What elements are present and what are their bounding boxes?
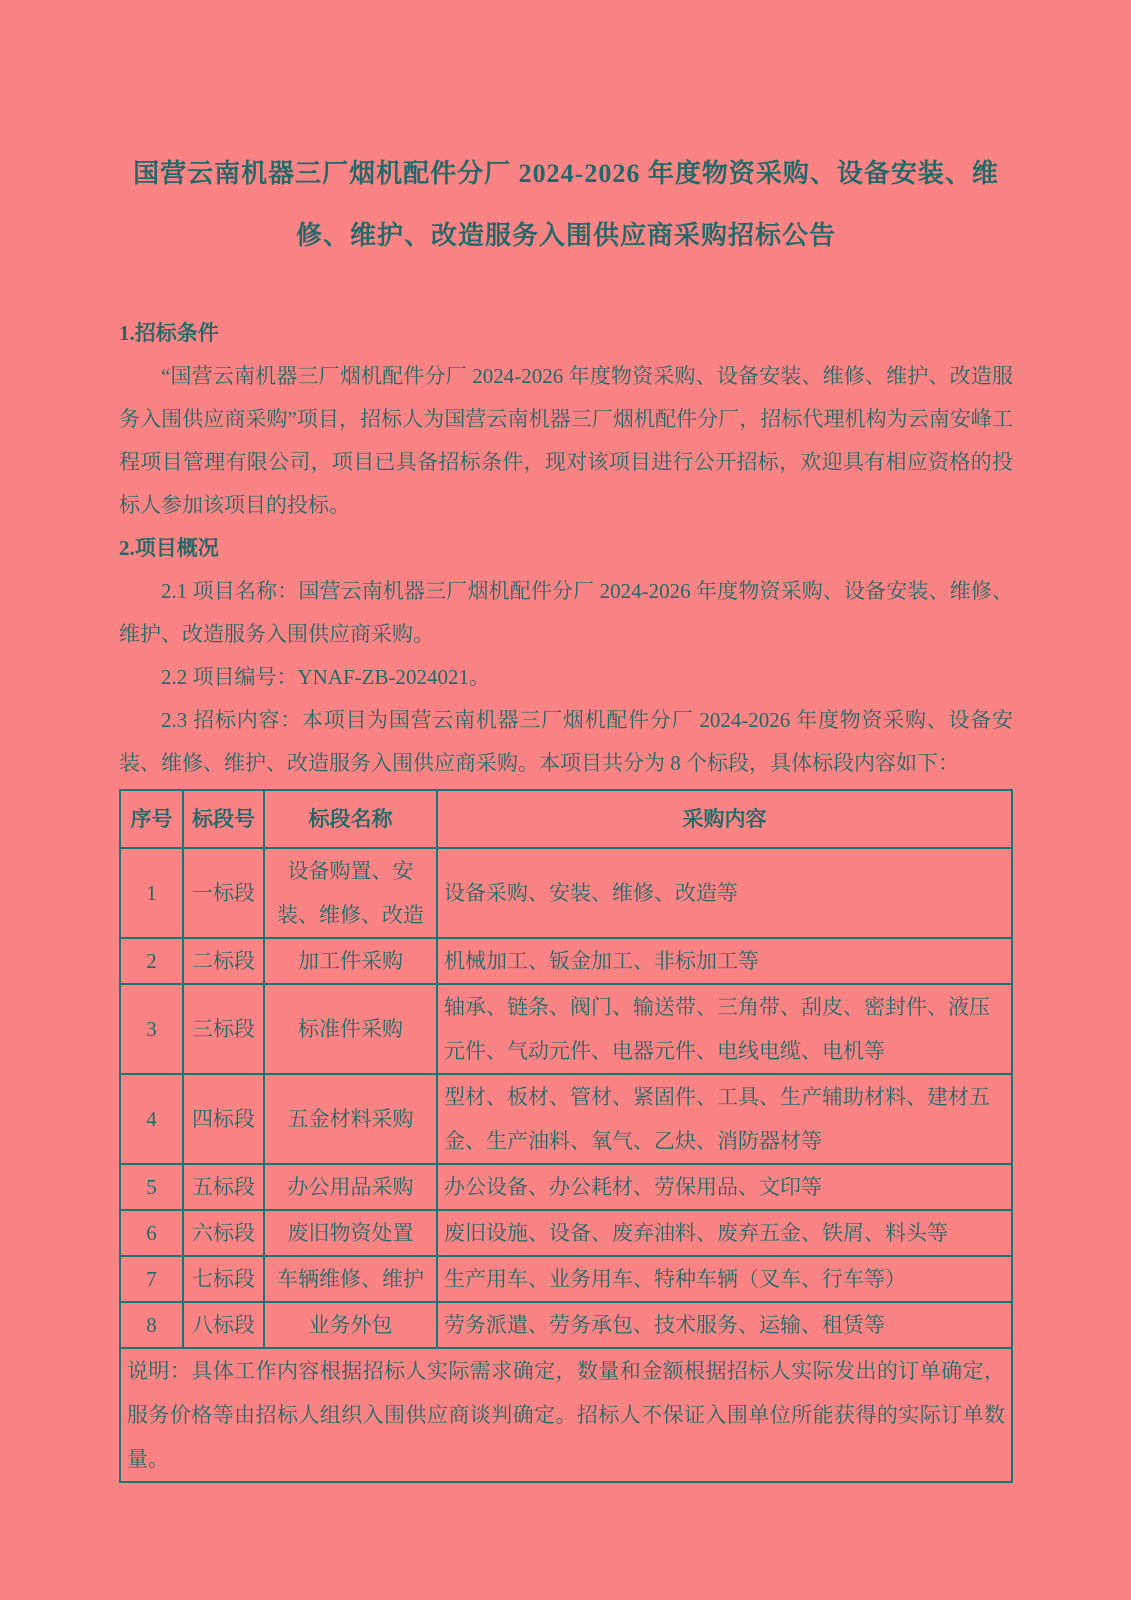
document-title-line1: 国营云南机器三厂烟机配件分厂 2024-2026 年度物资采购、设备安装、维 bbox=[133, 159, 999, 188]
col-header-content: 采购内容 bbox=[437, 790, 1012, 848]
table-row bbox=[120, 848, 1012, 938]
cell-content: 办公设备、办公耗材、劳保用品、文印等 bbox=[437, 1164, 1012, 1210]
table-note-row bbox=[120, 1348, 1012, 1482]
cell-lot: 五标段 bbox=[183, 1164, 264, 1210]
section-2-heading: 2.项目概况 bbox=[119, 536, 219, 560]
cell-seq: 5 bbox=[120, 1164, 183, 1210]
document-body bbox=[119, 312, 1013, 785]
cell-content: 机械加工、钣金加工、非标加工等 bbox=[437, 938, 1012, 984]
cell-lot: 七标段 bbox=[183, 1256, 264, 1302]
cell-content: 劳务派遣、劳务承包、技术服务、运输、租赁等 bbox=[437, 1302, 1012, 1348]
cell-seq: 2 bbox=[120, 938, 183, 984]
cell-content: 生产用车、业务用车、特种车辆（叉车、行车等） bbox=[437, 1256, 1012, 1302]
cell-name: 标准件采购 bbox=[264, 984, 437, 1074]
cell-seq: 7 bbox=[120, 1256, 183, 1302]
cell-name: 办公用品采购 bbox=[264, 1164, 437, 1210]
lots-table bbox=[119, 789, 1013, 1483]
cell-lot: 六标段 bbox=[183, 1210, 264, 1256]
section-2-paragraph-3: 2.3 招标内容：本项目为国营云南机器三厂烟机配件分厂 2024-2026 年度物资采购、设备安装、维修、维护、改造服务入围供应商采购。本项目共分为 8 个标段，具体标段内容如下： bbox=[119, 708, 1013, 775]
cell-lot: 二标段 bbox=[183, 938, 264, 984]
col-header-lot: 标段号 bbox=[183, 790, 264, 848]
cell-name: 车辆维修、维护 bbox=[264, 1256, 437, 1302]
section-1-heading: 1.招标条件 bbox=[119, 321, 219, 345]
cell-seq: 3 bbox=[120, 984, 183, 1074]
section-1-paragraph-1: “国营云南机器三厂烟机配件分厂 2024-2026 年度物资采购、设备安装、维修、维护、改造服务入围供应商采购”项目，招标人为国营云南机器三厂烟机配件分厂，招标代理机构为云南安峰工程项目管理有限公司，项目已具备招标条件，现对该项目进行公开招标，欢迎具有相应资格的投标人参加该项目的投标。 bbox=[119, 364, 1013, 517]
cell-lot: 八标段 bbox=[183, 1302, 264, 1348]
table-note: 说明：具体工作内容根据招标人实际需求确定，数量和金额根据招标人实际发出的订单确定，服务价格等由招标人组织入围供应商谈判确定。招标人不保证入围单位所能获得的实际订单数量。 bbox=[120, 1348, 1012, 1482]
cell-seq: 6 bbox=[120, 1210, 183, 1256]
section-2-paragraph-1: 2.1 项目名称：国营云南机器三厂烟机配件分厂 2024-2026 年度物资采购、设备安装、维修、维护、改造服务入围供应商采购。 bbox=[119, 579, 1013, 646]
cell-content: 废旧设施、设备、废弃油料、废弃五金、铁屑、料头等 bbox=[437, 1210, 1012, 1256]
table-row bbox=[120, 1164, 1012, 1210]
table-row bbox=[120, 938, 1012, 984]
col-header-seq: 序号 bbox=[120, 790, 183, 848]
cell-name: 五金材料采购 bbox=[264, 1074, 437, 1164]
table-header-row bbox=[120, 790, 1012, 848]
table-row bbox=[120, 984, 1012, 1074]
table-row bbox=[120, 1074, 1012, 1164]
cell-seq: 1 bbox=[120, 848, 183, 938]
cell-name: 设备购置、安装、维修、改造 bbox=[264, 848, 437, 938]
table-row bbox=[120, 1210, 1012, 1256]
table-row bbox=[120, 1302, 1012, 1348]
cell-name: 废旧物资处置 bbox=[264, 1210, 437, 1256]
cell-name: 业务外包 bbox=[264, 1302, 437, 1348]
cell-lot: 四标段 bbox=[183, 1074, 264, 1164]
document-title bbox=[119, 143, 1013, 267]
cell-name: 加工件采购 bbox=[264, 938, 437, 984]
table-row bbox=[120, 1256, 1012, 1302]
document-title-line2: 修、维护、改造服务入围供应商采购招标公告 bbox=[295, 221, 836, 250]
cell-seq: 8 bbox=[120, 1302, 183, 1348]
col-header-name: 标段名称 bbox=[264, 790, 437, 848]
cell-content: 型材、板材、管材、紧固件、工具、生产辅助材料、建材五金、生产油料、氧气、乙炔、消防器材等 bbox=[437, 1074, 1012, 1164]
cell-content: 设备采购、安装、维修、改造等 bbox=[437, 848, 1012, 938]
cell-lot: 三标段 bbox=[183, 984, 264, 1074]
cell-lot: 一标段 bbox=[183, 848, 264, 938]
section-2-paragraph-2: 2.2 项目编号：YNAF-ZB-2024021。 bbox=[161, 665, 490, 689]
cell-content: 轴承、链条、阀门、输送带、三角带、刮皮、密封件、液压元件、气动元件、电器元件、电线电缆、电机等 bbox=[437, 984, 1012, 1074]
cell-seq: 4 bbox=[120, 1074, 183, 1164]
